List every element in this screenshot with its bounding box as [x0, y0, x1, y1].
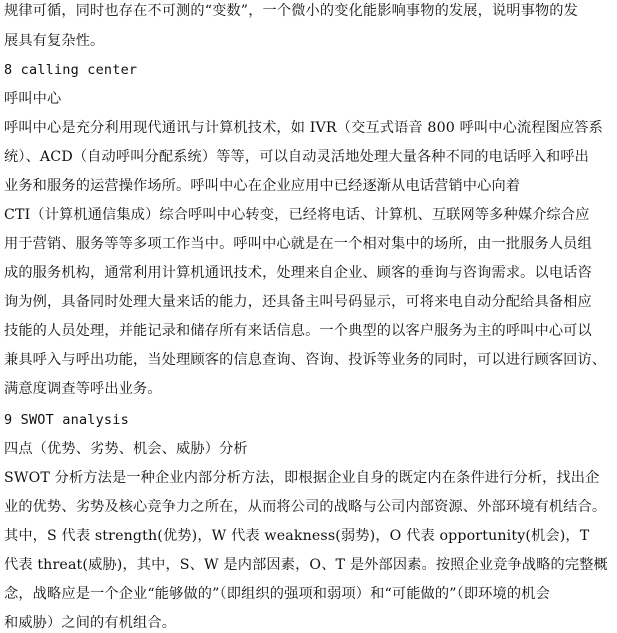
- text-line: 用于营销、服务等等多项工作当中。呼叫中心就是在一个相对集中的场所，由一批服务人员组: [4, 236, 592, 252]
- section-heading-zh: 四点（优势、劣势、机会、威胁）分析: [4, 441, 248, 457]
- text-line: 规律可循，同时也存在不可测的“变数”，一个微小的变化能影响事物的发展，说明事物的发: [4, 3, 578, 19]
- text-line: CTI（计算机通信集成）综合呼叫中心转变，已经将电话、计算机、互联网等多种媒介综合应: [4, 207, 590, 223]
- text-line: 其中，S 代表 strength(优势)，W 代表 weakness(弱势)，O 代表 opportunity(机会)，T: [4, 528, 590, 544]
- text-line: 询为例，具备同时处理大量来话的能力，还具备主叫号码显示，可将来电自动分配给具备相应: [4, 294, 592, 310]
- text-line: 业务和服务的运营操作场所。呼叫中心在企业应用中已经逐渐从电话营销中心向着: [4, 178, 521, 194]
- text-line: 兼具呼入与呼出功能，当处理顾客的信息查询、咨询、投诉等业务的同时，可以进行顾客回访、: [4, 352, 607, 368]
- text-line: 和威胁）之间的有机组合。: [4, 615, 177, 631]
- text-line: 念，战略应是一个企业“能够做的”（即组织的强项和弱项）和“可能做的”（即环境的机会: [4, 586, 550, 602]
- text-line: SWOT 分析方法是一种企业内部分析方法，即根据企业自身的既定内在条件进行分析，找出企: [4, 470, 600, 486]
- text-line: 展具有复杂性。: [4, 33, 105, 49]
- text-line: 呼叫中心是充分利用现代通讯与计算机技术，如 IVR（交互式语音 800 呼叫中心流程图应答系: [4, 120, 603, 136]
- section-heading-zh: 呼叫中心: [4, 91, 62, 107]
- text-line: 业的优势、劣势及核心竞争力之所在，从而将公司的战略与公司内部资源、外部环境有机结合。: [4, 499, 607, 515]
- text-line: 代表 threat(威胁)，其中，S、W 是内部因素，O、T 是外部因素。按照企业竞争战略的完整概: [4, 557, 608, 573]
- section-heading-en: 8 calling center: [4, 62, 138, 78]
- text-line: 技能的人员处理，并能记录和储存所有来话信息。一个典型的以客户服务为主的呼叫中心可以: [4, 323, 592, 339]
- section-heading-en: 9 SWOT analysis: [4, 412, 129, 428]
- text-line: 成的服务机构，通常利用计算机通讯技术，处理来自企业、顾客的垂询与咨询需求。以电话咨: [4, 265, 592, 281]
- text-line: 统）、ACD（自动呼叫分配系统）等等，可以自动灵活地处理大量各种不同的电话呼入和呼出: [4, 149, 589, 165]
- text-line: 满意度调查等呼出业务。: [4, 381, 162, 397]
